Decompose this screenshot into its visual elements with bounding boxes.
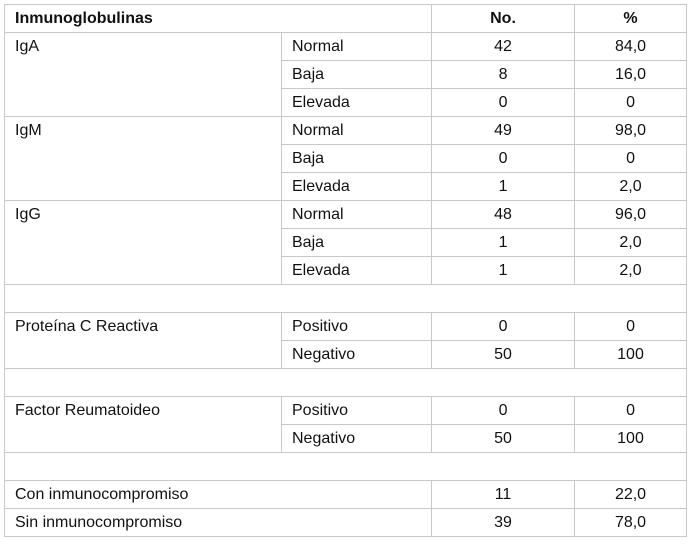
table-row <box>5 481 687 509</box>
spacer-row <box>5 369 687 397</box>
percent-cell: 0 <box>575 397 687 425</box>
table-row <box>5 173 687 201</box>
status-cell: Positivo <box>282 313 432 341</box>
immuno-label: Sin inmunocompromiso <box>5 509 432 537</box>
percent-cell: 2,0 <box>575 173 687 201</box>
header-category: Inmunoglobulinas <box>5 5 432 33</box>
count-cell: 0 <box>432 313 575 341</box>
table-row <box>5 313 687 341</box>
spacer-cell <box>5 369 687 397</box>
status-cell: Negativo <box>282 425 432 453</box>
status-cell: Negativo <box>282 341 432 369</box>
group-label-igm: IgM <box>5 117 282 145</box>
count-cell: 50 <box>432 425 575 453</box>
table-row <box>5 117 687 145</box>
count-cell: 39 <box>432 509 575 537</box>
count-cell: 50 <box>432 341 575 369</box>
count-cell: 1 <box>432 229 575 257</box>
group-label-pcr: Proteína C Reactiva <box>5 313 282 341</box>
spacer-cell <box>5 285 687 313</box>
percent-cell: 100 <box>575 425 687 453</box>
count-cell: 0 <box>432 89 575 117</box>
status-cell: Normal <box>282 117 432 145</box>
count-cell: 42 <box>432 33 575 61</box>
status-cell: Elevada <box>282 257 432 285</box>
status-cell: Normal <box>282 201 432 229</box>
spacer-row <box>5 453 687 481</box>
percent-cell: 84,0 <box>575 33 687 61</box>
status-cell: Baja <box>282 61 432 89</box>
status-cell: Baja <box>282 145 432 173</box>
percent-cell: 0 <box>575 313 687 341</box>
immuno-label: Con inmunocompromiso <box>5 481 432 509</box>
status-cell: Elevada <box>282 173 432 201</box>
percent-cell: 2,0 <box>575 257 687 285</box>
count-cell: 0 <box>432 397 575 425</box>
group-label-fr: Factor Reumatoideo <box>5 397 282 425</box>
status-cell: Positivo <box>282 397 432 425</box>
group-label-empty <box>5 89 282 117</box>
group-label-iga: IgA <box>5 33 282 61</box>
percent-cell: 96,0 <box>575 201 687 229</box>
table-row <box>5 509 687 537</box>
count-cell: 11 <box>432 481 575 509</box>
group-label-empty <box>5 145 282 173</box>
table-row <box>5 89 687 117</box>
status-cell: Normal <box>282 33 432 61</box>
table-row <box>5 201 687 229</box>
count-cell: 8 <box>432 61 575 89</box>
table-row <box>5 257 687 285</box>
percent-cell: 0 <box>575 89 687 117</box>
table-row <box>5 397 687 425</box>
percent-cell: 22,0 <box>575 481 687 509</box>
header-count: No. <box>432 5 575 33</box>
spacer-row <box>5 285 687 313</box>
results-table <box>4 4 687 537</box>
table-row <box>5 33 687 61</box>
table-row <box>5 341 687 369</box>
percent-cell: 2,0 <box>575 229 687 257</box>
group-label-empty <box>5 173 282 201</box>
percent-cell: 16,0 <box>575 61 687 89</box>
status-cell: Elevada <box>282 89 432 117</box>
group-label-empty <box>5 229 282 257</box>
group-label-empty <box>5 61 282 89</box>
table-row <box>5 425 687 453</box>
table-row <box>5 229 687 257</box>
table-row <box>5 145 687 173</box>
table-row <box>5 61 687 89</box>
count-cell: 1 <box>432 257 575 285</box>
percent-cell: 78,0 <box>575 509 687 537</box>
group-label-empty <box>5 425 282 453</box>
count-cell: 49 <box>432 117 575 145</box>
status-cell: Baja <box>282 229 432 257</box>
group-label-empty <box>5 257 282 285</box>
percent-cell: 100 <box>575 341 687 369</box>
group-label-igg: IgG <box>5 201 282 229</box>
spacer-cell <box>5 453 687 481</box>
count-cell: 1 <box>432 173 575 201</box>
count-cell: 48 <box>432 201 575 229</box>
table-header-row <box>5 5 687 33</box>
percent-cell: 98,0 <box>575 117 687 145</box>
group-label-empty <box>5 341 282 369</box>
percent-cell: 0 <box>575 145 687 173</box>
count-cell: 0 <box>432 145 575 173</box>
header-percent: % <box>575 5 687 33</box>
